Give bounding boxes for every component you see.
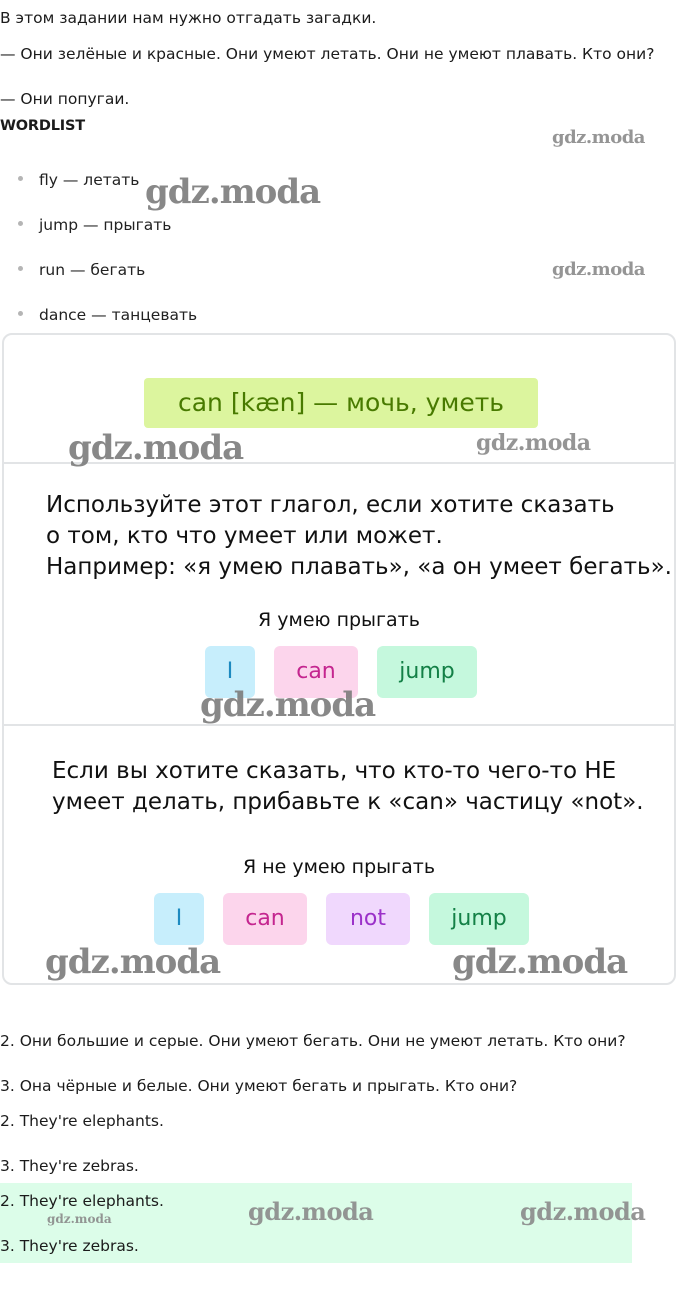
watermark: gdz.moda bbox=[200, 685, 376, 725]
bullet-icon bbox=[18, 221, 23, 226]
intro-line-1: В этом задании нам нужно отгадать загадки. bbox=[0, 9, 377, 27]
section2-example-caption: Я не умею прыгать bbox=[242, 856, 436, 878]
list-item-text: fly — летать bbox=[39, 171, 140, 189]
watermark: gdz.moda bbox=[552, 127, 645, 148]
highlighted-answer-3: 3. They're zebras. bbox=[0, 1237, 139, 1255]
watermark: gdz.moda bbox=[45, 942, 221, 982]
chip-pronoun: I bbox=[154, 893, 204, 945]
bullet-icon bbox=[18, 176, 23, 181]
answer-2: 2. They're elephants. bbox=[0, 1112, 164, 1130]
watermark: gdz.moda bbox=[520, 1197, 646, 1226]
section2-text-1: Если вы хотите сказать, что кто-то чего-то НЕ bbox=[52, 758, 617, 784]
list-item-text: run — бегать bbox=[39, 261, 146, 279]
chip-pronoun: I bbox=[205, 646, 255, 698]
question-3: 3. Она чёрные и белые. Они умеют бегать и прыгать. Кто они? bbox=[0, 1077, 518, 1095]
list-item bbox=[18, 170, 139, 190]
list-item bbox=[18, 260, 145, 280]
watermark: gdz.moda bbox=[145, 172, 321, 212]
section2-text-2: умеет делать, прибавьте к «can» частицу «not». bbox=[52, 789, 644, 815]
bullet-icon bbox=[18, 266, 23, 271]
watermark: gdz.moda bbox=[476, 430, 591, 456]
watermark: gdz.moda bbox=[68, 428, 244, 468]
list-item bbox=[18, 215, 171, 235]
list-item bbox=[18, 305, 197, 325]
question-2: 2. Они большие и серые. Они умеют бегать. Они не умеют летать. Кто они? bbox=[0, 1032, 626, 1050]
chip-verb: jump bbox=[429, 893, 529, 945]
chip-modal: can bbox=[223, 893, 307, 945]
section1-example-caption: Я умею прыгать bbox=[258, 609, 420, 631]
card-header: can [kæn] — мочь, уметь bbox=[144, 378, 538, 428]
highlighted-answer-2: 2. They're elephants. bbox=[0, 1192, 164, 1210]
intro-line-3: — Они попугаи. bbox=[0, 90, 130, 108]
list-item-text: jump — прыгать bbox=[39, 216, 172, 234]
watermark: gdz.moda bbox=[47, 1212, 112, 1226]
section1-text-2: о том, кто что умеет или может. bbox=[46, 523, 443, 549]
answer-3: 3. They're zebras. bbox=[0, 1157, 139, 1175]
section1-text-3: Например: «я умею плавать», «а он умеет бегать». bbox=[46, 554, 672, 580]
watermark: gdz.moda bbox=[248, 1197, 374, 1226]
watermark: gdz.moda bbox=[452, 942, 628, 982]
watermark: gdz.moda bbox=[552, 259, 645, 280]
intro-line-2: — Они зелёные и красные. Они умеют летать. Они не умеют плавать. Кто они? bbox=[0, 45, 655, 63]
chip-modal: can bbox=[274, 646, 358, 698]
bullet-icon bbox=[18, 311, 23, 316]
chip-verb: jump bbox=[377, 646, 477, 698]
wordlist-heading: WORDLIST bbox=[0, 118, 85, 134]
list-item-text: dance — танцевать bbox=[39, 306, 198, 324]
section1-text-1: Используйте этот глагол, если хотите сказать bbox=[46, 492, 615, 518]
chip-negation: not bbox=[326, 893, 410, 945]
